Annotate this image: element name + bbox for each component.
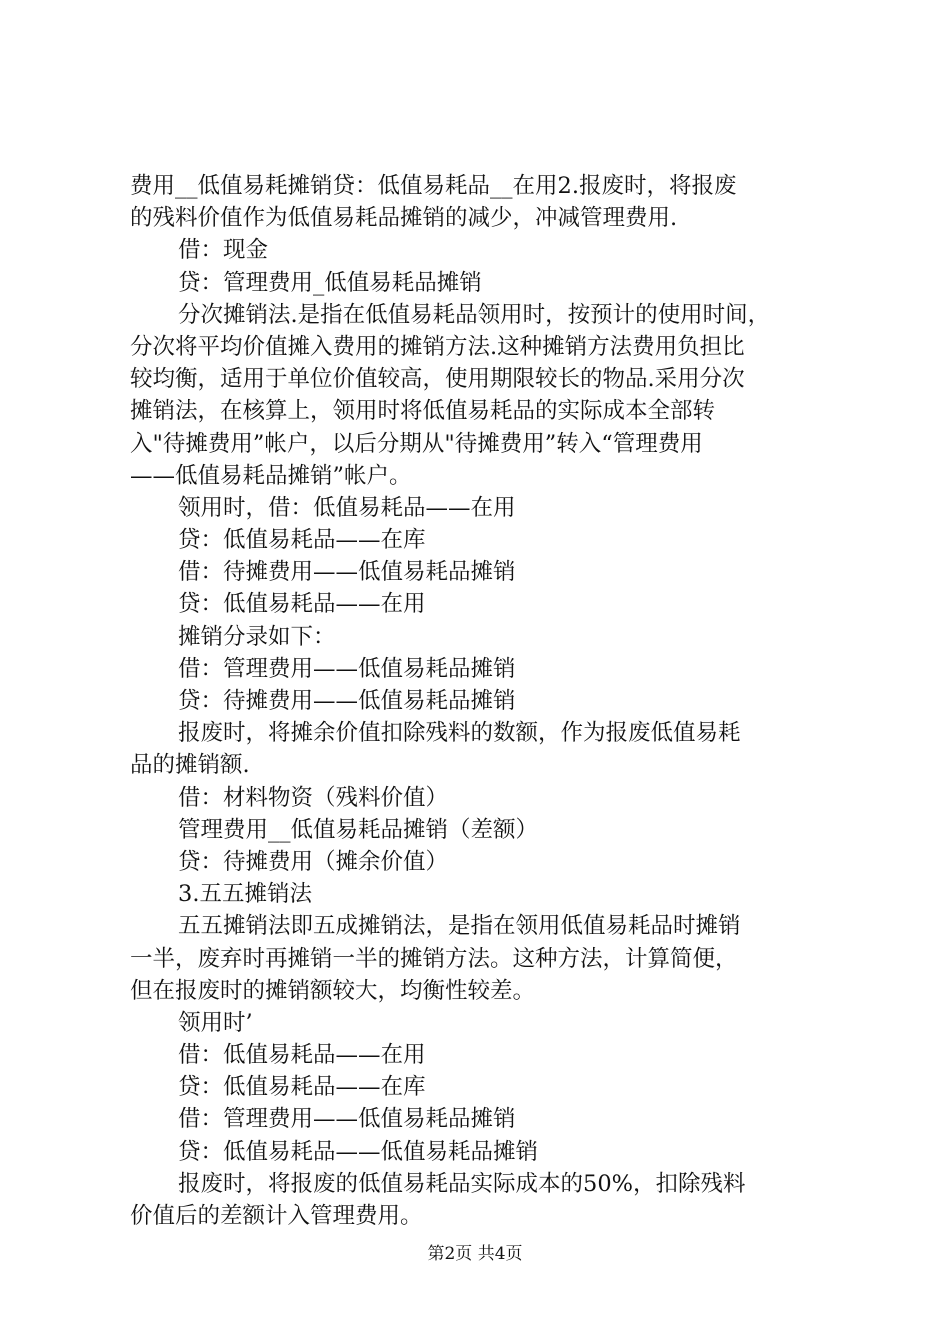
text-line: 价值后的差额计入管理费用。	[130, 1203, 423, 1229]
text-line: 但在报废时的摊销额较大，均衡性较差。	[130, 977, 536, 1004]
page-footer: 第2页 共4页	[427, 1244, 523, 1264]
text-line: 贷：待摊费用（摊余价值）	[178, 848, 449, 875]
text-line: ——低值易耗品摊销”帐户。	[130, 462, 412, 489]
text-line: 摊销分录如下：	[178, 623, 336, 650]
text-line: 贷：低值易耗品——在库	[178, 527, 426, 554]
text-line: 分次将平均价值摊入费用的摊销方法.这种摊销方法费用负担比	[130, 333, 745, 360]
text-line: 的残料价值作为低值易耗品摊销的减少，冲减管理费用.	[130, 205, 678, 232]
text-line: 领用时’	[178, 1009, 253, 1036]
text-line: 五五摊销法即五成摊销法，是指在领用低值易耗品时摊销	[178, 913, 741, 940]
text-line: 较均衡，适用于单位价值较高，使用期限较长的物品.采用分次	[130, 366, 745, 393]
text-line: 贷：低值易耗品——低值易耗品摊销	[178, 1138, 539, 1165]
text-line: 贷：待摊费用——低值易耗品摊销	[178, 688, 516, 714]
text-line: 借：材料物资（残料价值）	[178, 784, 449, 811]
text-line: 报废时，将报废的低值易耗品实际成本的50%，扣除残料	[178, 1170, 746, 1197]
text-line: 摊销法，在核算上，领用时将低值易耗品的实际成本全部转	[130, 398, 716, 425]
text-line: 贷：低值易耗品——在用	[178, 591, 426, 618]
text-line: 借：管理费用——低值易耗品摊销	[178, 655, 516, 682]
text-line: 管理费用__低值易耗品摊销（差额）	[178, 816, 539, 843]
text-line: 贷：低值易耗品——在库	[178, 1074, 426, 1101]
text-line: 分次摊销法.是指在低值易耗品领用时，按预计的使用时间，	[178, 301, 771, 328]
text-line: 品的摊销额.	[130, 752, 250, 779]
text-line: 入"待摊费用”帐户，以后分期从"待摊费用”转入“管理费用	[130, 430, 703, 457]
text-line: 3.五五摊销法	[178, 881, 312, 908]
text-line: 贷：管理费用_低值易耗品摊销	[178, 269, 482, 296]
text-line: 借：现金	[178, 237, 269, 264]
text-line: 借：待摊费用——低值易耗品摊销	[178, 559, 516, 586]
text-line: 一半，废弃时再摊销一半的摊销方法。这种方法，计算简便，	[130, 945, 738, 972]
text-line: 领用时，借：低值易耗品——在用	[178, 494, 516, 521]
text-line: 借：管理费用——低值易耗品摊销	[178, 1106, 516, 1133]
text-line: 报废时，将摊余价值扣除残料的数额，作为报废低值易耗	[178, 720, 741, 747]
document-body	[130, 170, 830, 1232]
text-line: 借：低值易耗品——在用	[178, 1042, 426, 1069]
text-line: 费用__低值易耗摊销贷：低值易耗品__在用2.报废时，将报废	[130, 173, 737, 199]
